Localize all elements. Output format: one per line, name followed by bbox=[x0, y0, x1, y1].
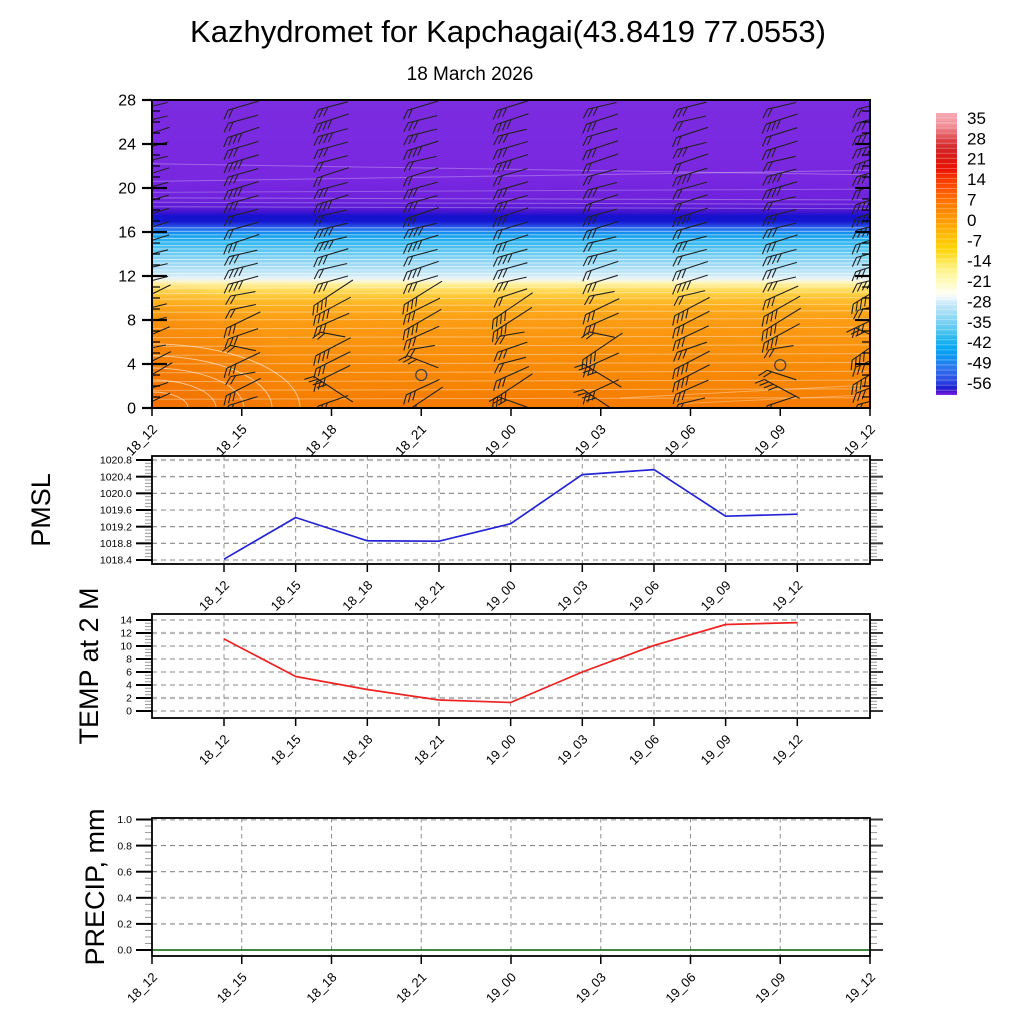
y-tick-label: 0.2 bbox=[117, 918, 132, 931]
y-tick-label: 0 bbox=[126, 705, 132, 718]
colorbar-label: 14 bbox=[967, 170, 986, 190]
height-tick-label: 0 bbox=[127, 400, 136, 418]
time-tick-label: 18_21 bbox=[393, 969, 430, 1006]
temperature-colorbar bbox=[936, 109, 992, 395]
page-title: Kazhydromet for Kapchagai(43.8419 77.0553) bbox=[190, 14, 826, 49]
y-tick-label: 10 bbox=[120, 640, 132, 653]
time-tick-label: 18_15 bbox=[212, 421, 250, 459]
colorbar-label: -14 bbox=[967, 251, 992, 271]
height-tick-label: 12 bbox=[118, 268, 136, 286]
y-tick-label: 1018.4 bbox=[99, 554, 132, 567]
time-tick-label: 19_03 bbox=[572, 969, 609, 1006]
colorbar-label: -28 bbox=[967, 292, 992, 312]
y-tick-label: 12 bbox=[120, 627, 132, 640]
temp-panel bbox=[120, 614, 883, 768]
precip-panel bbox=[117, 814, 883, 1006]
time-tick-label: 19_03 bbox=[554, 577, 591, 614]
colorbar-label: 28 bbox=[967, 129, 986, 149]
y-tick-label: 0.8 bbox=[117, 840, 132, 853]
time-tick-label: 18_15 bbox=[267, 731, 304, 768]
cross-section-panel bbox=[118, 93, 892, 459]
y-tick-label: 0.4 bbox=[117, 892, 132, 905]
time-tick-label: 19_09 bbox=[751, 421, 789, 459]
y-tick-label: 0.0 bbox=[117, 944, 132, 957]
time-tick-label: 19_06 bbox=[625, 731, 663, 768]
time-tick-label: 19_03 bbox=[554, 731, 591, 768]
time-tick-label: 19_00 bbox=[482, 577, 519, 614]
time-tick-label: 19_12 bbox=[769, 731, 806, 768]
time-tick-label: 18_15 bbox=[213, 969, 250, 1006]
time-tick-label: 18_12 bbox=[195, 731, 233, 768]
height-tick-label: 24 bbox=[118, 136, 136, 154]
time-tick-label: 18_21 bbox=[410, 731, 448, 768]
colorbar-label: -42 bbox=[967, 333, 992, 353]
time-tick-label: 19_12 bbox=[841, 969, 879, 1006]
time-tick-label: 19_12 bbox=[840, 421, 879, 459]
colorbar-label: -56 bbox=[967, 373, 992, 393]
colorbar-label: 0 bbox=[967, 210, 977, 230]
height-tick-label: 28 bbox=[118, 92, 136, 110]
time-tick-label: 19_09 bbox=[697, 731, 734, 768]
pmsl-axis-title: PMSL bbox=[26, 473, 56, 547]
time-tick-label: 19_03 bbox=[571, 421, 609, 459]
time-tick-label: 19_09 bbox=[752, 969, 789, 1006]
y-tick-label: 8 bbox=[126, 653, 132, 666]
temp-axis-title: TEMP at 2 M bbox=[74, 587, 104, 745]
y-tick-label: 2 bbox=[126, 692, 132, 705]
time-tick-label: 18_12 bbox=[195, 577, 233, 614]
time-tick-label: 18_21 bbox=[392, 421, 430, 459]
colorbar-label: -7 bbox=[967, 231, 983, 251]
y-tick-label: 1019.6 bbox=[99, 504, 132, 517]
time-tick-label: 18_18 bbox=[302, 421, 340, 459]
y-tick-label: 0.6 bbox=[117, 866, 132, 879]
time-tick-label: 19_00 bbox=[482, 969, 520, 1006]
colorbar-label: 7 bbox=[967, 190, 977, 210]
y-tick-label: 1018.8 bbox=[99, 538, 132, 551]
height-tick-label: 8 bbox=[127, 312, 136, 330]
y-tick-label: 1.0 bbox=[117, 814, 132, 827]
colorbar-label: 35 bbox=[967, 108, 986, 128]
y-tick-label: 4 bbox=[126, 679, 132, 692]
time-tick-label: 19_06 bbox=[661, 421, 699, 459]
time-tick-label: 18_15 bbox=[267, 577, 304, 614]
colorbar-label: -35 bbox=[967, 312, 992, 332]
y-tick-label: 6 bbox=[126, 666, 132, 679]
height-tick-label: 4 bbox=[127, 356, 136, 374]
time-tick-label: 18_12 bbox=[123, 969, 161, 1006]
time-tick-label: 19_06 bbox=[662, 969, 699, 1006]
y-tick-label: 1020.4 bbox=[99, 471, 132, 484]
colorbar-label: -21 bbox=[967, 272, 992, 292]
time-tick-label: 19_00 bbox=[481, 421, 520, 459]
time-tick-label: 18_12 bbox=[122, 421, 161, 459]
y-tick-label: 1020.8 bbox=[99, 454, 132, 467]
pmsl-panel bbox=[100, 455, 883, 614]
date-subtitle: 18 March 2026 bbox=[406, 64, 534, 85]
time-tick-label: 18_18 bbox=[339, 577, 376, 614]
time-tick-label: 19_00 bbox=[482, 731, 519, 768]
colorbar-label: -49 bbox=[967, 353, 992, 373]
height-tick-label: 16 bbox=[118, 224, 136, 242]
y-tick-label: 1019.2 bbox=[99, 521, 132, 534]
time-tick-label: 19_06 bbox=[625, 577, 663, 614]
time-tick-label: 18_21 bbox=[410, 577, 448, 614]
height-tick-label: 20 bbox=[118, 180, 136, 198]
time-tick-label: 19_12 bbox=[769, 577, 806, 614]
colorbar-label: 21 bbox=[967, 149, 986, 169]
time-tick-label: 18_18 bbox=[303, 969, 340, 1006]
time-tick-label: 18_18 bbox=[339, 731, 376, 768]
time-tick-label: 19_09 bbox=[697, 577, 734, 614]
y-tick-label: 14 bbox=[120, 614, 132, 627]
y-tick-label: 1020.0 bbox=[99, 488, 132, 501]
precip-axis-title: PRECIP, mm bbox=[80, 808, 110, 966]
